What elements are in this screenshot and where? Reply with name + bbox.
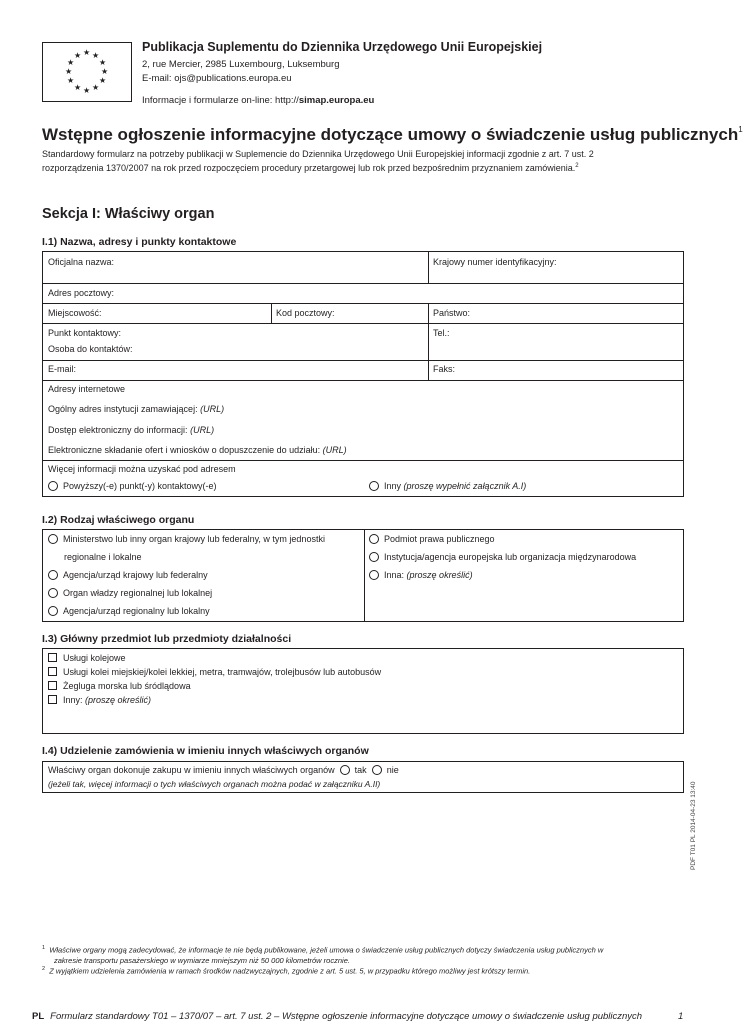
publication-title: Publikacja Suplementu do Dziennika Urzędowego Unii Europejskiej (142, 40, 543, 54)
activity-railway[interactable] (48, 653, 126, 663)
behalf-yes-label[interactable]: tak (354, 765, 367, 775)
online-link[interactable]: simap.europa.eu (298, 95, 375, 106)
checkbox-icon[interactable] (48, 667, 57, 676)
behalf-note: (jeżeli tak, więcej informacji o tych właściwych organach można podać w załączniku A.II) (48, 779, 381, 789)
internet-addresses-label: Adresy internetowe (48, 384, 126, 394)
star-icon: ★ (92, 51, 100, 60)
behalf-no-label[interactable]: nie (386, 765, 399, 775)
subtitle-line-2 (42, 160, 682, 174)
activity-shipping[interactable] (48, 681, 191, 691)
radio-icon[interactable] (369, 570, 379, 580)
col-divider (271, 303, 272, 323)
town-field[interactable]: Miejscowość: (48, 308, 102, 318)
subtitle-line-2-text: rozporządzenia 1370/2007 na rok przed rozpoczęciem procedury przetargowej lub rok przed bezpośrednim przyznaniem zamówienia. (42, 163, 576, 173)
eu-flag-logo (42, 42, 132, 102)
row-divider (43, 360, 683, 361)
document-title-text: Wstępne ogłoszenie informacyjne dotyczące umowy o świadczenie usług publicznych (42, 125, 739, 144)
footnote-1 (42, 943, 692, 966)
activity-other-label: Inny: (63, 695, 83, 705)
subtitle-line-1: Standardowy formularz na potrzeby publikacji w Suplemencie do Dziennika Urzędowego Unii Europejskiej informacji zgodnie z art. 7 ust. 2 (42, 149, 594, 159)
radio-icon[interactable] (48, 606, 58, 616)
row-divider (43, 323, 683, 324)
footer-line (32, 1011, 642, 1022)
activity-urban-transport[interactable] (48, 667, 381, 677)
general-address-field[interactable] (48, 404, 224, 414)
type-regional-agency[interactable] (48, 606, 210, 616)
postal-code-field[interactable]: Kod pocztowy: (276, 308, 335, 318)
online-info (142, 95, 374, 106)
footnote-1-line1: Właściwe organy mogą zadecydować, że informacje te nie będą publikowane, jeżeli umowa o świadczenie usług publicznych dotyczy świadczenia usług publicznych w (49, 945, 604, 955)
star-icon: ★ (74, 83, 82, 92)
type-national-agency[interactable] (48, 570, 208, 580)
document-subtitle (42, 148, 682, 174)
email-field[interactable]: E-mail: (48, 364, 77, 374)
url-hint: (URL) (200, 404, 225, 414)
type-european-institution[interactable] (369, 552, 636, 562)
row-divider (43, 283, 683, 284)
heading-i2: I.2) Rodzaj właściwego organu (42, 514, 195, 526)
star-icon: ★ (67, 58, 75, 67)
footnote-number: 2 (42, 966, 46, 972)
footnote-2-text: Z wyjątkiem udzielenia zamówienia w ramach środków nadzwyczajnych, zgodnie z art. 5 ust. 5, w przypadku którego możliwy jest krótszy termin. (49, 966, 531, 976)
type-public-law-body[interactable] (369, 534, 495, 544)
option-other-note: (proszę wypełnić załącznik A.I) (403, 481, 527, 491)
type-other-label: Inna: (384, 570, 405, 580)
national-id-field[interactable]: Krajowy numer identyfikacyjny: (433, 257, 557, 267)
footnote-ref: 2 (575, 163, 579, 169)
behalf-question (48, 765, 399, 775)
radio-icon[interactable] (48, 534, 58, 544)
electronic-submission-field[interactable] (48, 445, 347, 455)
type-other[interactable] (369, 570, 473, 580)
star-icon: ★ (83, 86, 91, 95)
type-national-agency-label: Agencja/urząd krajowy lub federalny (63, 570, 208, 580)
behalf-question-label: Właściwy organ dokonuje zakupu w imieniu innych właściwych organów (48, 765, 335, 775)
activity-other[interactable] (48, 695, 151, 705)
heading-i4: I.4) Udzielenie zamówienia w imieniu innych właściwych organów (42, 745, 369, 757)
contact-details-table (42, 251, 684, 497)
online-info-prefix: Informacje i formularze on-line: http:// (142, 95, 299, 106)
footnote-1-line2: zakresie transportu pasażerskiego w wymiarze mniejszym niż 50 000 kilometrów rocznie. (54, 955, 350, 965)
type-regional-authority[interactable] (48, 588, 212, 598)
heading-i3: I.3) Główny przedmiot lub przedmioty działalności (42, 633, 292, 645)
publisher-email: E-mail: ojs@publications.europa.eu (142, 73, 292, 84)
type-european-institution-label: Instytucja/agencja europejska lub organizacja międzynarodowa (384, 552, 637, 562)
postal-address-field[interactable]: Adres pocztowy: (48, 288, 115, 298)
type-regional-agency-label: Agencja/urząd regionalny lub lokalny (63, 606, 210, 616)
fax-field[interactable]: Faks: (433, 364, 456, 374)
attention-field[interactable]: Osoba do kontaktów: (48, 344, 133, 354)
document-title (42, 125, 743, 145)
star-icon: ★ (99, 58, 107, 67)
option-other-label: Inny (384, 481, 402, 491)
url-hint: (URL) (322, 445, 347, 455)
option-above-contact[interactable] (48, 481, 217, 491)
behalf-table (42, 761, 684, 793)
checkbox-icon[interactable] (48, 695, 57, 704)
radio-icon[interactable] (48, 570, 58, 580)
contact-point-field[interactable]: Punkt kontaktowy: (48, 328, 122, 338)
section-title: Sekcja I: Właściwy organ (42, 206, 215, 222)
activity-shipping-label: Żegluga morska lub śródlądowa (63, 681, 191, 691)
col-divider (428, 252, 429, 283)
electronic-access-label: Dostęp elektroniczny do informacji: (48, 425, 188, 435)
star-icon: ★ (65, 67, 73, 76)
page-number: 1 (678, 1011, 684, 1022)
general-address-label: Ogólny adres instytucji zamawiającej: (48, 404, 198, 414)
radio-no-icon[interactable] (372, 765, 382, 775)
type-regional-authority-label: Organ władzy regionalnej lub lokalnej (63, 588, 213, 598)
specify-hint: (proszę określić) (406, 570, 473, 580)
checkbox-icon[interactable] (48, 653, 57, 662)
star-icon: ★ (74, 51, 82, 60)
type-ministry-cont: regionalne i lokalne (64, 552, 142, 562)
radio-icon[interactable] (369, 534, 379, 544)
side-print-info: PDF T01 PL 2014-04-23 13:40 (690, 781, 697, 870)
radio-icon[interactable] (369, 552, 379, 562)
footnote-ref: 1 (738, 125, 743, 134)
star-icon: ★ (83, 48, 91, 57)
footnote-2 (42, 966, 692, 976)
footer-form: Formularz standardowy T01 – 1370/07 – art. 7 ust. 2 – Wstępne ogłoszenie informacyjne dotyczące umowy o świadczenie usług publicznych (50, 1011, 643, 1022)
row-divider (43, 380, 683, 381)
star-icon: ★ (101, 67, 109, 76)
radio-icon[interactable] (48, 588, 58, 598)
activity-urban-transport-label: Usługi kolei miejskiej/kolei lekkiej, metra, tramwajów, trolejbusów lub autobusów (63, 667, 382, 677)
row-divider (43, 460, 683, 461)
star-icon: ★ (67, 76, 75, 85)
electronic-submission-label: Elektroniczne składanie ofert i wniosków o dopuszczenie do udziału: (48, 445, 321, 455)
footer-lang: PL (32, 1011, 45, 1022)
more-info-label: Więcej informacji można uzyskać pod adresem (48, 464, 236, 474)
country-field[interactable]: Państwo: (433, 308, 471, 318)
activity-railway-label: Usługi kolejowe (63, 653, 126, 663)
official-name-field[interactable]: Oficjalna nazwa: (48, 257, 115, 267)
star-icon: ★ (99, 76, 107, 85)
heading-i1: I.1) Nazwa, adresy i punkty kontaktowe (42, 236, 237, 248)
radio-icon[interactable] (369, 481, 379, 491)
authority-type-table (42, 529, 684, 622)
type-public-law-body-label: Podmiot prawa publicznego (384, 534, 495, 544)
electronic-access-field[interactable] (48, 425, 214, 435)
main-activity-table (42, 648, 684, 734)
checkbox-icon[interactable] (48, 681, 57, 690)
specify-hint: (proszę określić) (85, 695, 152, 705)
footnote-number: 1 (42, 945, 46, 951)
col-divider (364, 530, 365, 621)
publisher-address: 2, rue Mercier, 2985 Luxembourg, Luksemburg (142, 59, 340, 70)
type-ministry[interactable] (48, 534, 325, 544)
tel-field[interactable]: Tel.: (433, 328, 450, 338)
radio-icon[interactable] (48, 481, 58, 491)
radio-yes-icon[interactable] (340, 765, 350, 775)
type-ministry-label: Ministerstwo lub inny organ krajowy lub federalny, w tym jednostki (63, 534, 325, 544)
col-divider (428, 303, 429, 380)
row-divider (43, 303, 683, 304)
option-above-label: Powyższy(-e) punkt(-y) kontaktowy(-e) (63, 481, 217, 491)
url-hint: (URL) (190, 425, 215, 435)
option-other-contact[interactable] (369, 481, 526, 491)
star-icon: ★ (92, 83, 100, 92)
